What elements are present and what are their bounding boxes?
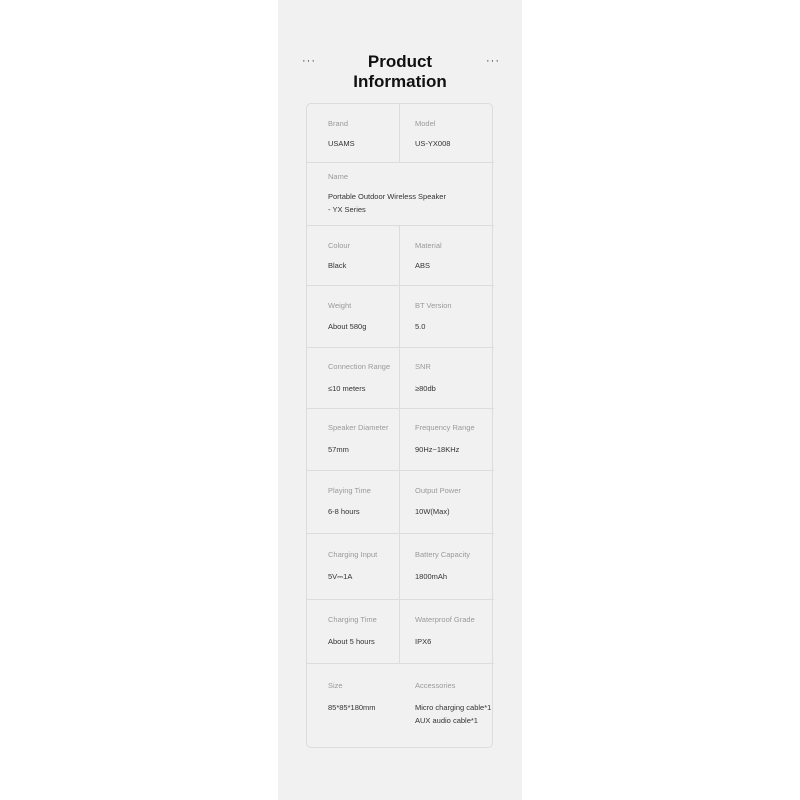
spec-cell-size: [307, 664, 400, 747]
spec-cell-colour: [307, 226, 400, 285]
spec-cell-charging-input: [307, 534, 400, 599]
spec-label: SNR: [415, 362, 431, 371]
spec-row-charging-waterproof: [307, 600, 494, 664]
spec-value: 85*85*180mm: [328, 703, 376, 712]
spec-cell-model: [400, 104, 494, 162]
spec-cell-accessories: [400, 664, 494, 747]
spec-cell-charging-time: [307, 600, 400, 663]
spec-row-range-snr: [307, 348, 494, 409]
spec-value: About 580g: [328, 322, 367, 331]
spec-value: 5.0: [415, 322, 426, 331]
spec-value: 1800mAh: [415, 572, 448, 581]
spec-label: Playing Time: [328, 486, 371, 495]
spec-label: Battery Capacity: [415, 550, 471, 559]
spec-value: ≤10 meters: [328, 384, 366, 393]
spec-label: Charging Time: [328, 615, 377, 624]
spec-row-weight-bt: [307, 286, 494, 348]
spec-value: About 5 hours: [328, 637, 375, 646]
spec-label: Charging Input: [328, 550, 378, 559]
spec-cell-connection-range: [307, 348, 400, 408]
spec-row-size-accessories: [307, 664, 494, 747]
spec-value: Black: [328, 261, 347, 270]
spec-row-playing-output: [307, 471, 494, 534]
spec-row-name: [307, 163, 494, 226]
spec-cell-brand: [307, 104, 400, 162]
spec-label: BT Version: [415, 301, 452, 310]
spec-label: Connection Range: [328, 362, 391, 371]
title-dots-left: ···: [302, 55, 316, 67]
spec-label: Speaker Diameter: [328, 423, 389, 432]
title-row: [278, 48, 522, 91]
spec-value: USAMS: [328, 139, 355, 148]
spec-label: Weight: [328, 301, 352, 310]
spec-label: Name: [328, 172, 349, 181]
spec-cell-snr: [400, 348, 494, 408]
spec-cell-waterproof-grade: [400, 600, 494, 663]
spec-row-colour-material: [307, 226, 494, 286]
page-title: Product Information: [353, 52, 447, 91]
spec-cell-bt-version: [400, 286, 494, 347]
spec-cell-material: [400, 226, 494, 285]
product-info-page: [278, 0, 522, 800]
spec-value: ≥80db: [415, 384, 436, 393]
spec-row-brand-model: [307, 104, 494, 163]
spec-table: [306, 103, 493, 748]
spec-label: Colour: [328, 241, 351, 250]
spec-value: IPX6: [415, 637, 432, 646]
spec-label: Frequency Range: [415, 423, 475, 432]
spec-value: US-YX008: [415, 139, 451, 148]
spec-label: Accessories: [415, 681, 456, 690]
spec-value: 5V⎓1A: [328, 572, 353, 581]
spec-value: Portable Outdoor Wireless Speaker - YX Series: [328, 192, 446, 214]
spec-label: Brand: [328, 119, 349, 128]
spec-label: Model: [415, 119, 436, 128]
title-dots-right: ···: [486, 55, 500, 67]
spec-value: 90Hz~18KHz: [415, 445, 460, 454]
spec-label: Material: [415, 241, 442, 250]
spec-cell-battery-capacity: [400, 534, 494, 599]
spec-label: Output Power: [415, 486, 461, 495]
spec-value: Micro charging cable*1 AUX audio cable*1: [415, 703, 492, 725]
spec-value: 6-8 hours: [328, 507, 360, 516]
spec-value: 57mm: [328, 445, 349, 454]
spec-row-diameter-frequency: [307, 409, 494, 471]
spec-label: Size: [328, 681, 343, 690]
spec-cell-frequency-range: [400, 409, 494, 470]
spec-cell-weight: [307, 286, 400, 347]
spec-cell-output-power: [400, 471, 494, 533]
spec-value: ABS: [415, 261, 431, 270]
spec-row-input-battery: [307, 534, 494, 600]
spec-value: 10W(Max): [415, 507, 450, 516]
spec-label: Waterproof Grade: [415, 615, 475, 624]
spec-cell-name: [307, 163, 494, 225]
spec-cell-playing-time: [307, 471, 400, 533]
spec-cell-speaker-diameter: [307, 409, 400, 470]
